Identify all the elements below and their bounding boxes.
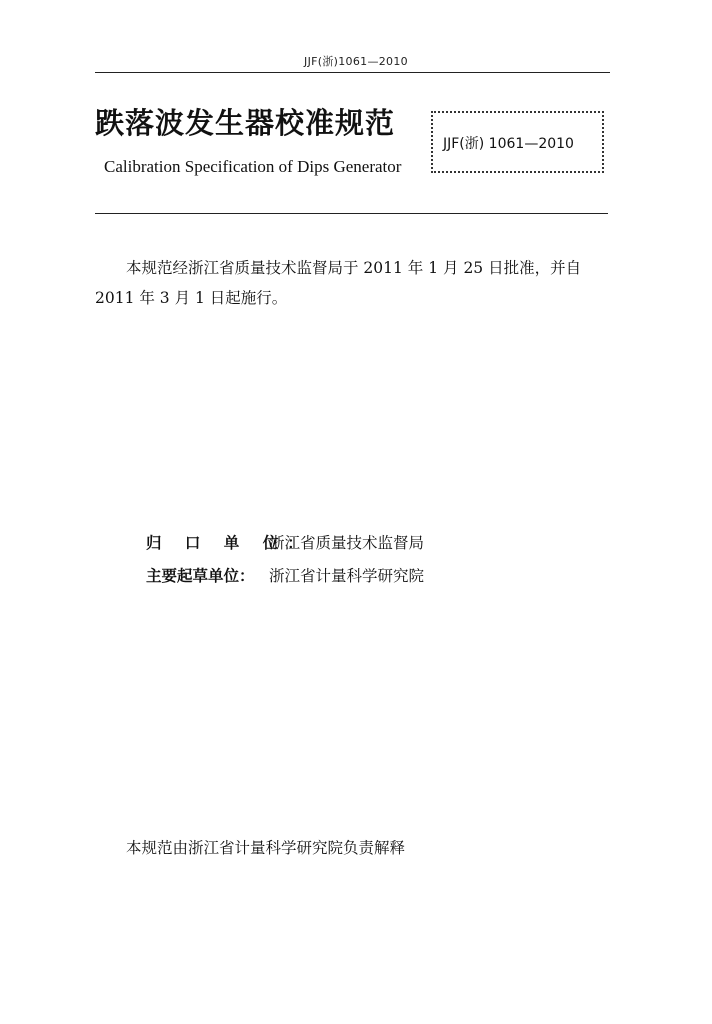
drafting-unit-row [146, 564, 424, 586]
specification-code: JJF(浙) 1061—2010 [443, 136, 574, 152]
responsible-unit-row [146, 531, 424, 553]
responsible-unit-value: 浙江省质量技术监督局 [269, 534, 425, 552]
document-title-chinese: 跌落波发生器校准规范 [95, 106, 396, 140]
drafting-unit-value: 浙江省计量科学研究院 [269, 567, 425, 585]
drafting-unit-label: 主要起草单位： [146, 567, 255, 585]
document-title-english: Calibration Specification of Dips Generator [104, 157, 402, 176]
title-rule [95, 213, 608, 214]
header-rule [95, 72, 610, 73]
approval-statement: 本规范经浙江省质量技术监督局于 2011 年 1 月 25 日批准，并自 2011 年 3 月 1 日起施行。 [95, 259, 582, 307]
specification-code-box [431, 111, 604, 173]
interpretation-statement: 本规范由浙江省计量科学研究院负责解释 [126, 839, 406, 857]
responsible-unit-label: 归 口 单 位： [146, 534, 312, 552]
header-code: JJF(浙)1061—2010 [304, 55, 408, 68]
